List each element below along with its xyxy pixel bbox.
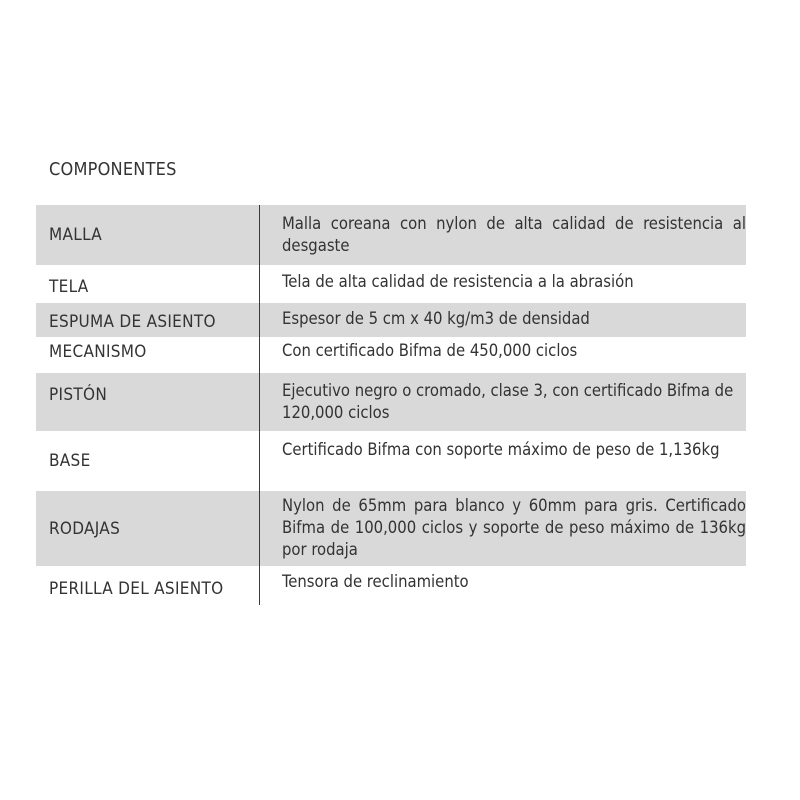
table-row-mecanismo — [36, 337, 746, 373]
table-row-base — [36, 431, 746, 491]
row-value: Con certificado Bifma de 450,000 ciclos — [282, 341, 578, 360]
row-label: ESPUMA DE ASIENTO — [36, 303, 260, 337]
components-table — [36, 205, 746, 605]
row-value: Tensora de reclinamiento — [282, 572, 469, 591]
row-value: Nylon de 65mm para blanco y 60mm para gris. Certificado Bifma de 100,000 ciclos y soporte de peso máximo de 136kg por rodaja — [282, 496, 746, 559]
row-label: BASE — [36, 431, 260, 491]
table-row-perilla — [36, 566, 746, 605]
table-row-tela — [36, 265, 746, 303]
row-value: Tela de alta calidad de resistencia a la abrasión — [282, 272, 634, 291]
row-value: Ejecutivo negro o cromado, clase 3, con certificado Bifma de 120,000 ciclos — [282, 381, 734, 422]
table-row-malla — [36, 205, 746, 265]
row-value: Malla coreana con nylon de alta calidad de resistencia al desgaste — [282, 214, 746, 255]
section-title: COMPONENTES — [49, 159, 177, 180]
row-label: PERILLA DEL ASIENTO — [36, 566, 260, 605]
table-row-piston — [36, 373, 746, 431]
row-value: Espesor de 5 cm x 40 kg/m3 de densidad — [282, 309, 590, 328]
row-label: TELA — [36, 265, 260, 303]
row-label: RODAJAS — [36, 491, 260, 566]
table-row-rodajas — [36, 491, 746, 566]
row-value: Certificado Bifma con soporte máximo de peso de 1,136kg — [282, 440, 720, 459]
row-label: MALLA — [36, 205, 260, 265]
row-label: MECANISMO — [36, 337, 260, 373]
table-row-espuma — [36, 303, 746, 337]
row-label: PISTÓN — [36, 373, 260, 431]
